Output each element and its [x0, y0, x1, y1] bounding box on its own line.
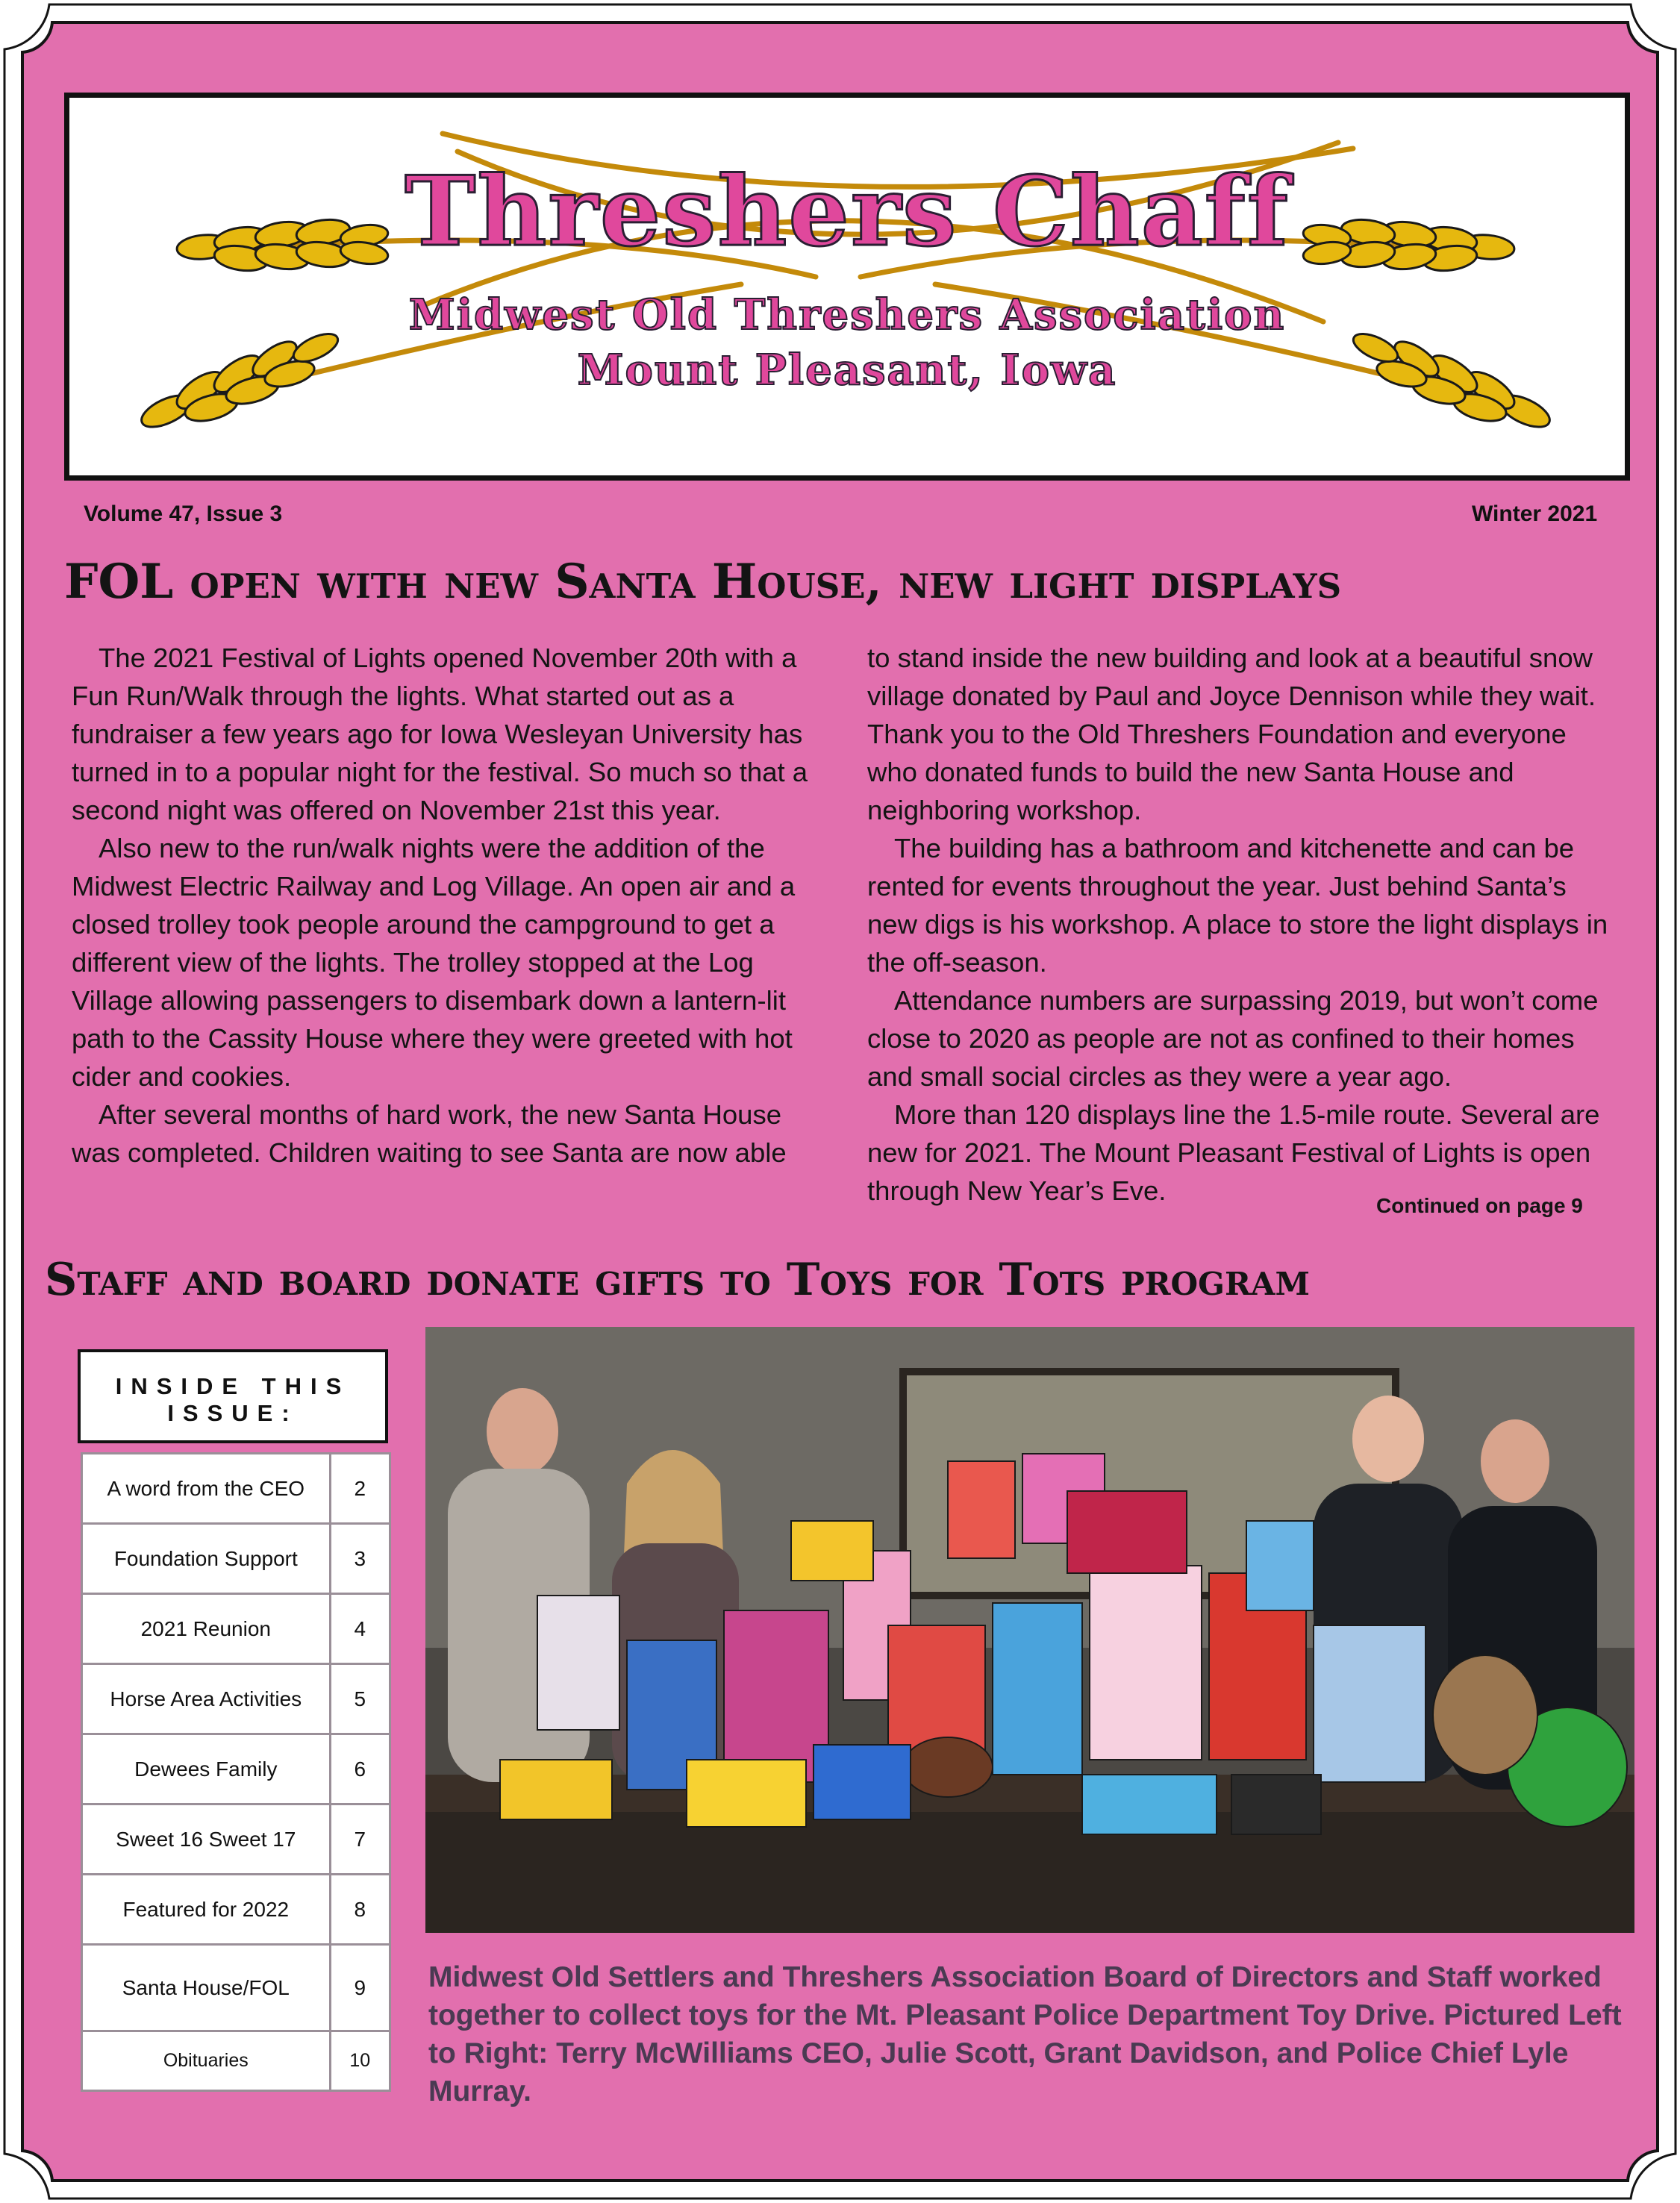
article1-paragraph: Attendance numbers are surpassing 2019, but won’t come close to 2020 as people are not as confined to their homes and small social circles as they were a year ago. [867, 985, 1599, 1092]
toc-item-page: 7 [330, 1804, 390, 1875]
article1-right-column [867, 639, 1621, 1210]
toc-item-page: 9 [330, 1945, 390, 2031]
issue-season: Winter 2021 [1472, 501, 1598, 526]
toc-item-page: 6 [330, 1734, 390, 1804]
article1-left-column [72, 639, 825, 1172]
toc-table [81, 1452, 391, 2092]
toys-for-tots-photo [425, 1327, 1634, 1933]
toc-item-page: 3 [330, 1524, 390, 1594]
article1-paragraph: After several months of hard work, the new Santa House was completed. Children waiting to see Santa are now able [72, 1099, 787, 1168]
article1-paragraph: More than 120 displays line the 1.5-mile route. Several are new for 2021. The Mount Pleasant Festival of Lights is open through New Year’s Eve. [867, 1099, 1600, 1206]
toc-row[interactable] [82, 1734, 390, 1804]
wheat-stalks-icon [69, 98, 1625, 475]
toc-row[interactable] [82, 1594, 390, 1664]
toc-item-title: Featured for 2022 [82, 1875, 331, 1945]
toc-row[interactable] [82, 1454, 390, 1524]
toc-row[interactable] [82, 2031, 390, 2091]
toc-row[interactable] [82, 1945, 390, 2031]
article1-paragraph: The 2021 Festival of Lights opened November 20th with a Fun Run/Walk through the lights. What started out as a fundraiser a few years ago for Iowa Wesleyan University has turned in to a popular night for the festival. So much so that a second night was offered on November 21st this year. [72, 643, 808, 825]
article1-paragraph: Also new to the run/walk nights were the addition of the Midwest Electric Railway and Log Village. An open air and a closed trolley took people around the campground to get a different view of the lights. The trolley stopped at the Log Village allowing passengers to disembark down a lantern-lit path to the Cassity House where they were greeted with hot cider and cookies. [72, 833, 796, 1092]
toc-item-page: 4 [330, 1594, 390, 1664]
toc-row[interactable] [82, 1664, 390, 1734]
toc-row[interactable] [82, 1875, 390, 1945]
toc-heading: INSIDE THIS ISSUE: [78, 1349, 388, 1443]
masthead-subtitle: Midwest Old Threshers Association [408, 290, 1286, 340]
toc-row[interactable] [82, 1804, 390, 1875]
masthead [64, 93, 1630, 481]
masthead-location: Mount Pleasant, Iowa [577, 346, 1117, 395]
toc-item-page: 8 [330, 1875, 390, 1945]
toc-item-page: 5 [330, 1664, 390, 1734]
toc-item-title: Dewees Family [82, 1734, 331, 1804]
toc-item-title: Obituaries [82, 2031, 331, 2091]
toc-item-title: Foundation Support [82, 1524, 331, 1594]
toc-item-title: Horse Area Activities [82, 1664, 331, 1734]
continued-link[interactable]: Continued on page 9 [1376, 1194, 1583, 1217]
toc-row[interactable] [82, 1524, 390, 1594]
photo-caption: Midwest Old Settlers and Threshers Association Board of Directors and Staff worked together to collect toys for the Mt. Pleasant Police Department Toy Drive. Pictured Left to Right: Terry McWilliams CEO, Julie Scott, Grant Davidson, and Police Chief Lyle Murray. [428, 1961, 1622, 2107]
toc-item-title: 2021 Reunion [82, 1594, 331, 1664]
inside-this-issue [78, 1349, 391, 2092]
toc-item-title: Sweet 16 Sweet 17 [82, 1804, 331, 1875]
article1-paragraph: The building has a bathroom and kitchenette and can be rented for events throughout the year. Just behind Santa’s new digs is his workshop. A place to store the light displays in the off-season. [867, 833, 1608, 978]
issue-volume: Volume 47, Issue 3 [84, 501, 283, 526]
toc-item-page: 2 [330, 1454, 390, 1524]
toc-item-title: Santa House/FOL [82, 1945, 331, 2031]
toc-item-page: 10 [330, 2031, 390, 2091]
article2-headline: Staff and board donate gifts to Toys for Tots program [45, 1254, 1310, 1306]
article1-headline: FOL open with new Santa House, new light displays [64, 554, 1342, 610]
masthead-title: Threshers Chaff [405, 156, 1290, 268]
toc-item-title: A word from the CEO [82, 1454, 331, 1524]
article1-paragraph: to stand inside the new building and look at a beautiful snow village donated by Paul and Joyce Dennison while they wait. Thank you to the Old Threshers Foundation and everyone who donated funds to build the new Santa House and neighboring workshop. [867, 643, 1596, 825]
